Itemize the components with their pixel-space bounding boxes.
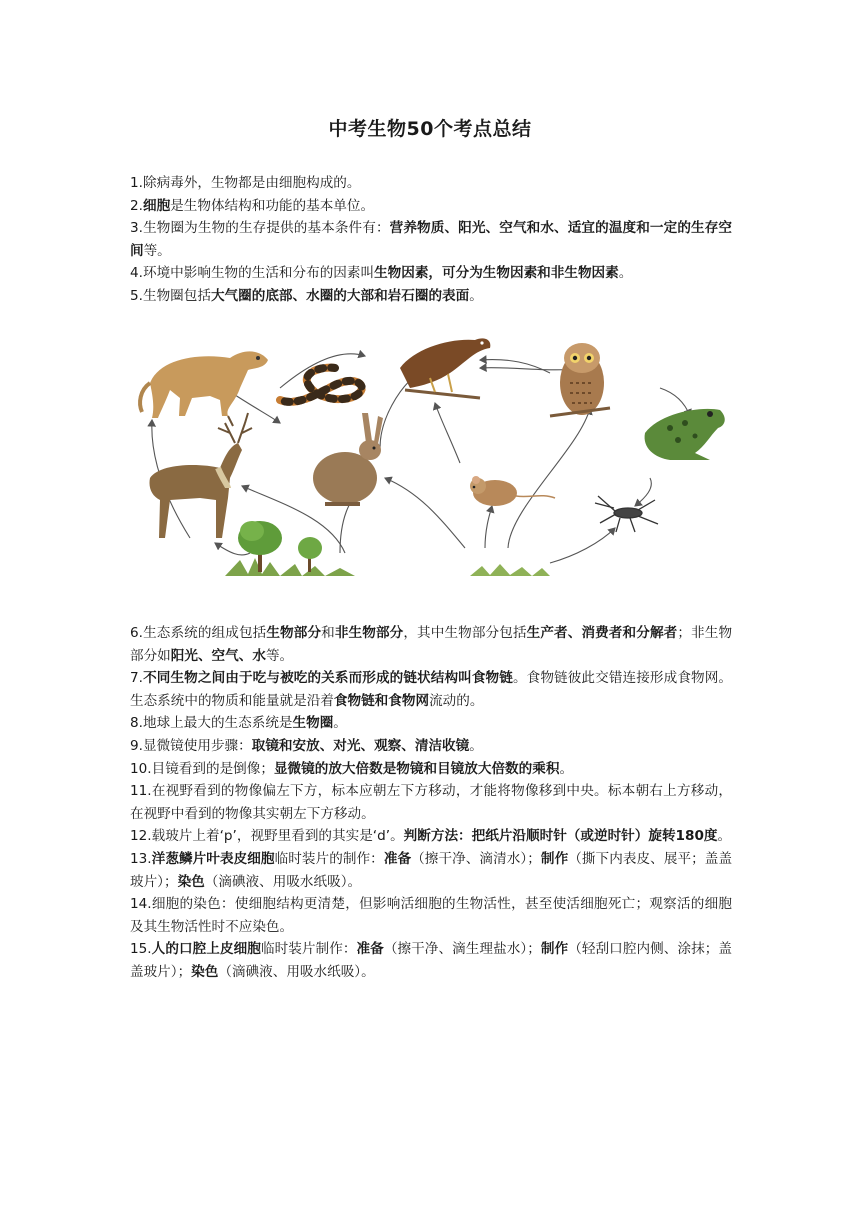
owl <box>550 343 610 416</box>
point-text: 。 <box>618 265 633 282</box>
point-item <box>130 285 732 308</box>
point-text: 6.生态系统的组成包括 <box>130 625 267 641</box>
point-bold-text: 取镜和安放、对光、观察、清洁收镜 <box>251 737 470 754</box>
point-text: 2. <box>130 197 143 214</box>
point-item <box>130 893 732 938</box>
point-text: 4.环境中影响生物的生活和分布的因素叫 <box>130 265 375 282</box>
cricket <box>595 496 658 532</box>
point-text: 等。 <box>265 647 294 664</box>
point-text: 15. <box>130 941 152 958</box>
point-text: 1.除病毒外，生物都是由细胞构成的。 <box>130 175 361 191</box>
point-item <box>130 938 732 983</box>
point-text: 临时装片制作： <box>260 941 357 958</box>
point-bold-text: 人的口腔上皮细胞 <box>151 941 261 958</box>
frog <box>645 409 725 460</box>
points-list <box>130 622 732 984</box>
point-text: 。 <box>469 287 483 304</box>
point-bold-text: 制作 <box>540 941 569 958</box>
point-text: （轻刮口腔内侧、涂抹；盖盖玻片）； <box>130 941 733 980</box>
mountain-lion <box>140 351 268 418</box>
point-text: 8.地球上最大的生态系统是 <box>130 715 293 732</box>
point-item <box>130 735 732 758</box>
point-text: 。 <box>717 828 732 845</box>
grass-right <box>470 564 550 576</box>
point-item <box>130 172 732 195</box>
point-bold-text: 染色 <box>177 873 205 890</box>
rabbit <box>313 413 383 504</box>
point-bold-text: 准备 <box>356 941 384 958</box>
point-bold-text: 生物因素，可分为生物因素和非生物因素 <box>374 265 619 282</box>
point-bold-text: 生产者、消费者和分解者 <box>526 625 678 641</box>
point-text: 。 <box>469 737 483 754</box>
page-title: 中考生物50个考点总结 <box>328 118 532 140</box>
point-item <box>130 195 732 218</box>
point-text: （撕下内表皮、展平；盖盖玻片）； <box>130 850 733 890</box>
point-text: 流动的。 <box>429 692 484 709</box>
mouse <box>470 476 555 506</box>
point-text: 是生物体结构和功能的基本单位。 <box>170 197 375 214</box>
point-text: 10.目镜看到的是倒像； <box>130 760 274 777</box>
point-text: 等。 <box>143 242 171 259</box>
point-text: 。 <box>559 760 574 777</box>
point-item <box>130 825 732 848</box>
point-text: 9.显微镜使用步骤： <box>130 737 252 754</box>
point-bold-text: 洋葱鳞片叶表皮细胞 <box>151 850 275 867</box>
trees <box>238 521 322 572</box>
point-text: ，其中生物部分包括 <box>403 625 527 641</box>
point-text: （滴碘液、用吸水纸吸）。 <box>218 963 375 980</box>
point-text: 5.生物圈包括 <box>130 287 211 304</box>
point-text: 和 <box>321 625 335 641</box>
point-text: ；非生物部分如 <box>130 625 733 664</box>
point-text: 11.在视野看到的物像偏左下方，标本应朝左下方移动，才能将物像移到中央。标本朝右上方移动，在视野中看到的物像其实朝左下方移动。 <box>130 783 732 822</box>
point-bold-text: 生物圈 <box>292 715 334 732</box>
intro-points <box>130 172 732 308</box>
grass-left <box>225 558 355 576</box>
point-bold-text: 阳光、空气、水 <box>170 647 266 664</box>
food-web-figure <box>130 328 732 588</box>
point-bold-text: 显微镜的放大倍数是物镜和目镜放大倍数的乘积 <box>273 760 560 777</box>
point-item <box>130 848 732 893</box>
point-bold-text: 准备 <box>383 850 412 867</box>
point-text: 7. <box>130 670 143 687</box>
point-bold-text: 营养物质、阳光、空气和水、适宜的温度和一定的生存空间 <box>130 220 733 259</box>
point-text: 。食物链彼此交错连接形成食物网。生态系统中的物质和能量就是沿着 <box>130 670 733 709</box>
point-item <box>130 622 732 667</box>
point-item <box>130 262 732 285</box>
point-bold-text: 制作 <box>540 850 569 867</box>
point-text: （滴碘液、用吸水纸吸）。 <box>204 873 362 890</box>
point-text: 临时装片的制作： <box>274 850 384 867</box>
point-bold-text: 生物部分 <box>266 625 322 641</box>
deer <box>149 413 252 538</box>
point-item <box>130 780 732 825</box>
point-text: （擦干净、滴清水）； <box>411 850 541 867</box>
point-bold-text: 细胞 <box>142 197 171 214</box>
point-item <box>130 667 732 712</box>
point-text: 。 <box>333 715 347 732</box>
point-bold-text: 食物链和食物网 <box>333 692 430 709</box>
point-text: （擦干净、滴生理盐水）； <box>383 941 541 958</box>
point-bold-text: 大气圈的底部、水圈的大部和岩石圈的表面 <box>210 287 470 304</box>
hawk <box>400 338 490 398</box>
point-text: 3.生物圈为生物的生存提供的基本条件有： <box>130 220 390 237</box>
point-bold-text: 染色 <box>191 963 219 980</box>
point-bold-text: 判断方法：把纸片沿顺时针（或逆时针）旋转180度 <box>403 828 718 845</box>
point-item <box>130 712 732 735</box>
point-bold-text: 不同生物之间由于吃与被吃的关系而形成的链状结构叫食物链 <box>142 670 513 687</box>
point-text: 13. <box>130 850 152 867</box>
point-text: 14.细胞的染色：使细胞结构更清楚，但影响活细胞的生物活性，甚至使活细胞死亡；观察活的细胞及其生物活性时不应染色。 <box>130 896 732 935</box>
point-item <box>130 758 732 781</box>
snake <box>280 368 362 402</box>
point-bold-text: 非生物部分 <box>334 625 404 641</box>
point-text: 12.载玻片上着‘p’，视野里看到的其实是‘d’。 <box>130 828 404 845</box>
point-item <box>130 217 732 262</box>
